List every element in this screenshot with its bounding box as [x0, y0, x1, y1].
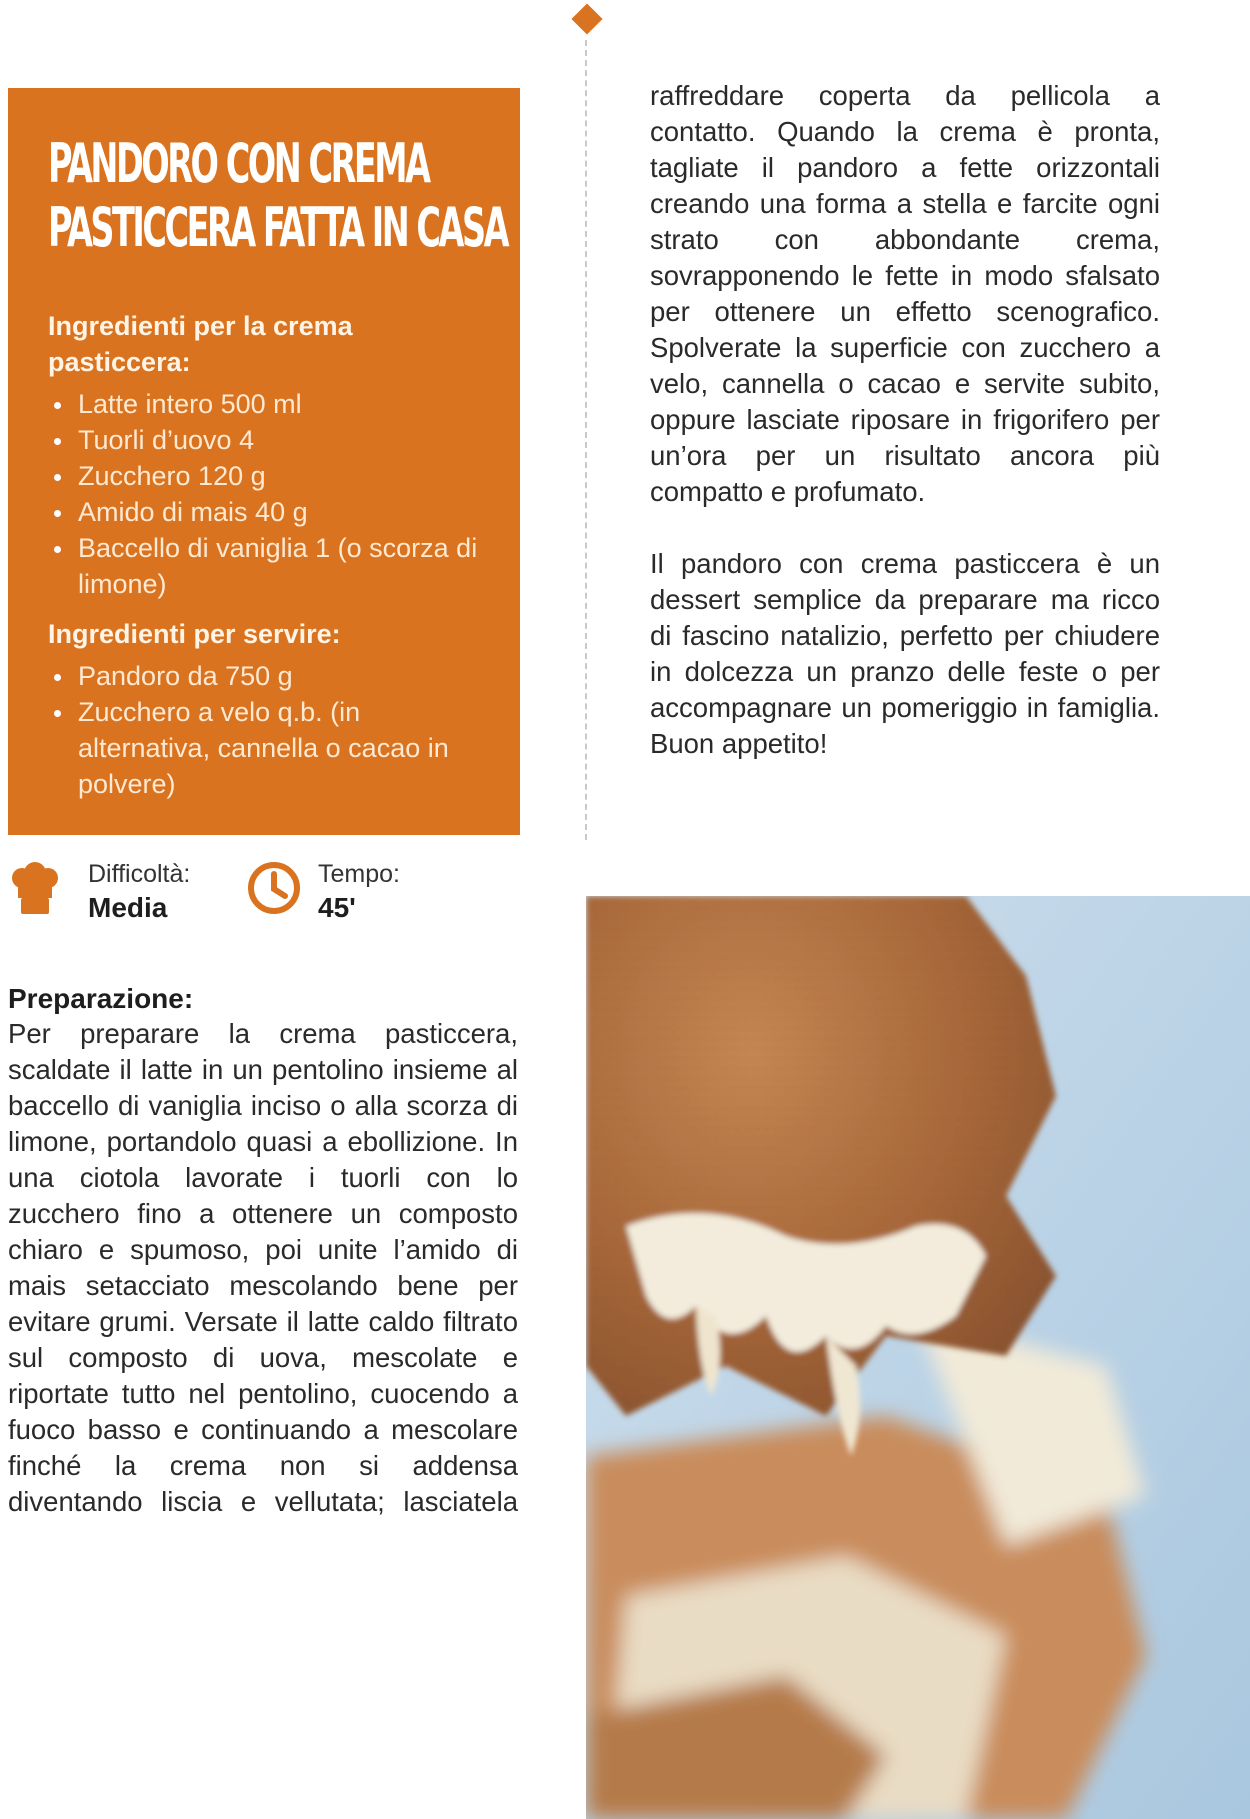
preparation-section — [8, 982, 518, 1520]
difficulty-info — [88, 858, 190, 926]
clock-icon — [246, 860, 302, 916]
preparation-heading: Preparazione: — [8, 983, 194, 1014]
list-item: Baccello di vaniglia 1 (o scorza di limone) — [78, 530, 490, 602]
closing-paragraph: Il pandoro con crema pasticcera è un dessert semplice da preparare ma ricco di fascino natalizio, perfetto per chiudere in dolcezza un pranzo delle feste o per accompagnare un pomeriggio in famiglia. Buon appetito! — [650, 548, 1160, 759]
recipe-title — [48, 132, 508, 272]
list-item: Zucchero 120 g — [78, 458, 490, 494]
time-info — [318, 858, 400, 926]
difficulty-label: Difficoltà: — [88, 860, 191, 888]
pandoro-photo — [586, 896, 1250, 1819]
time-label: Tempo: — [318, 860, 400, 888]
column-divider — [585, 40, 587, 840]
ingredients-servire-list — [48, 658, 490, 802]
recipe-header-box — [8, 88, 520, 835]
ingredients-servire-heading: Ingredienti per servire: — [48, 619, 341, 649]
preparation-continuation — [650, 78, 1160, 762]
time-value: 45' — [318, 892, 356, 923]
decorative-diamond — [571, 3, 602, 34]
recipe-title-line1: PANDORO CON CREMA — [48, 132, 429, 195]
list-item: Zucchero a velo q.b. (in alternativa, cannella o cacao in polvere) — [78, 694, 490, 802]
ingredients-crema-heading: Ingredienti per la crema pasticcera: — [48, 311, 353, 377]
list-item: Latte intero 500 ml — [78, 386, 490, 422]
continuation-paragraph-1: raffreddare coperta da pellicola a contatto. Quando la crema è pronta, tagliate il pandoro a fette orizzontali creando una forma a stella e farcite ogni strato con abbondante crema, sovrapponendo le fette in modo sfalsato per ottenere un effetto scenografico. Spolverate la superficie con zucchero a velo, cannella o cacao e servite subito, oppure lasciate riposare in frigorifero per un’ora per un risultato ancora più compatto e profumato. — [650, 80, 1160, 507]
preparation-text: Per preparare la crema pasticcera, scaldate il latte in un pentolino insieme al baccello di vaniglia inciso o alla scorza di limone, portandolo quasi a ebollizione. In una ciotola lavorate i tuorli con lo zucchero fino a ottenere un composto chiaro e spumoso, poi unite l’amido di mais setacciato mescolando bene per evitare grumi. Versate il latte caldo filtrato sul composto di uova, mescolate e riportate tutto nel pentolino, cuocendo a fuoco basso e continuando a mescolare finché la crema non si addensa diventando liscia e vellutata; lasciatela — [8, 1018, 518, 1517]
difficulty-value: Media — [88, 892, 168, 923]
list-item: Pandoro da 750 g — [78, 658, 490, 694]
ingredients-crema-list — [48, 386, 490, 602]
chef-hat-icon — [8, 862, 62, 916]
list-item: Amido di mais 40 g — [78, 494, 490, 530]
recipe-title-line2: PASTICCERA FATTA IN CASA — [48, 196, 508, 259]
list-item: Tuorli d’uovo 4 — [78, 422, 490, 458]
